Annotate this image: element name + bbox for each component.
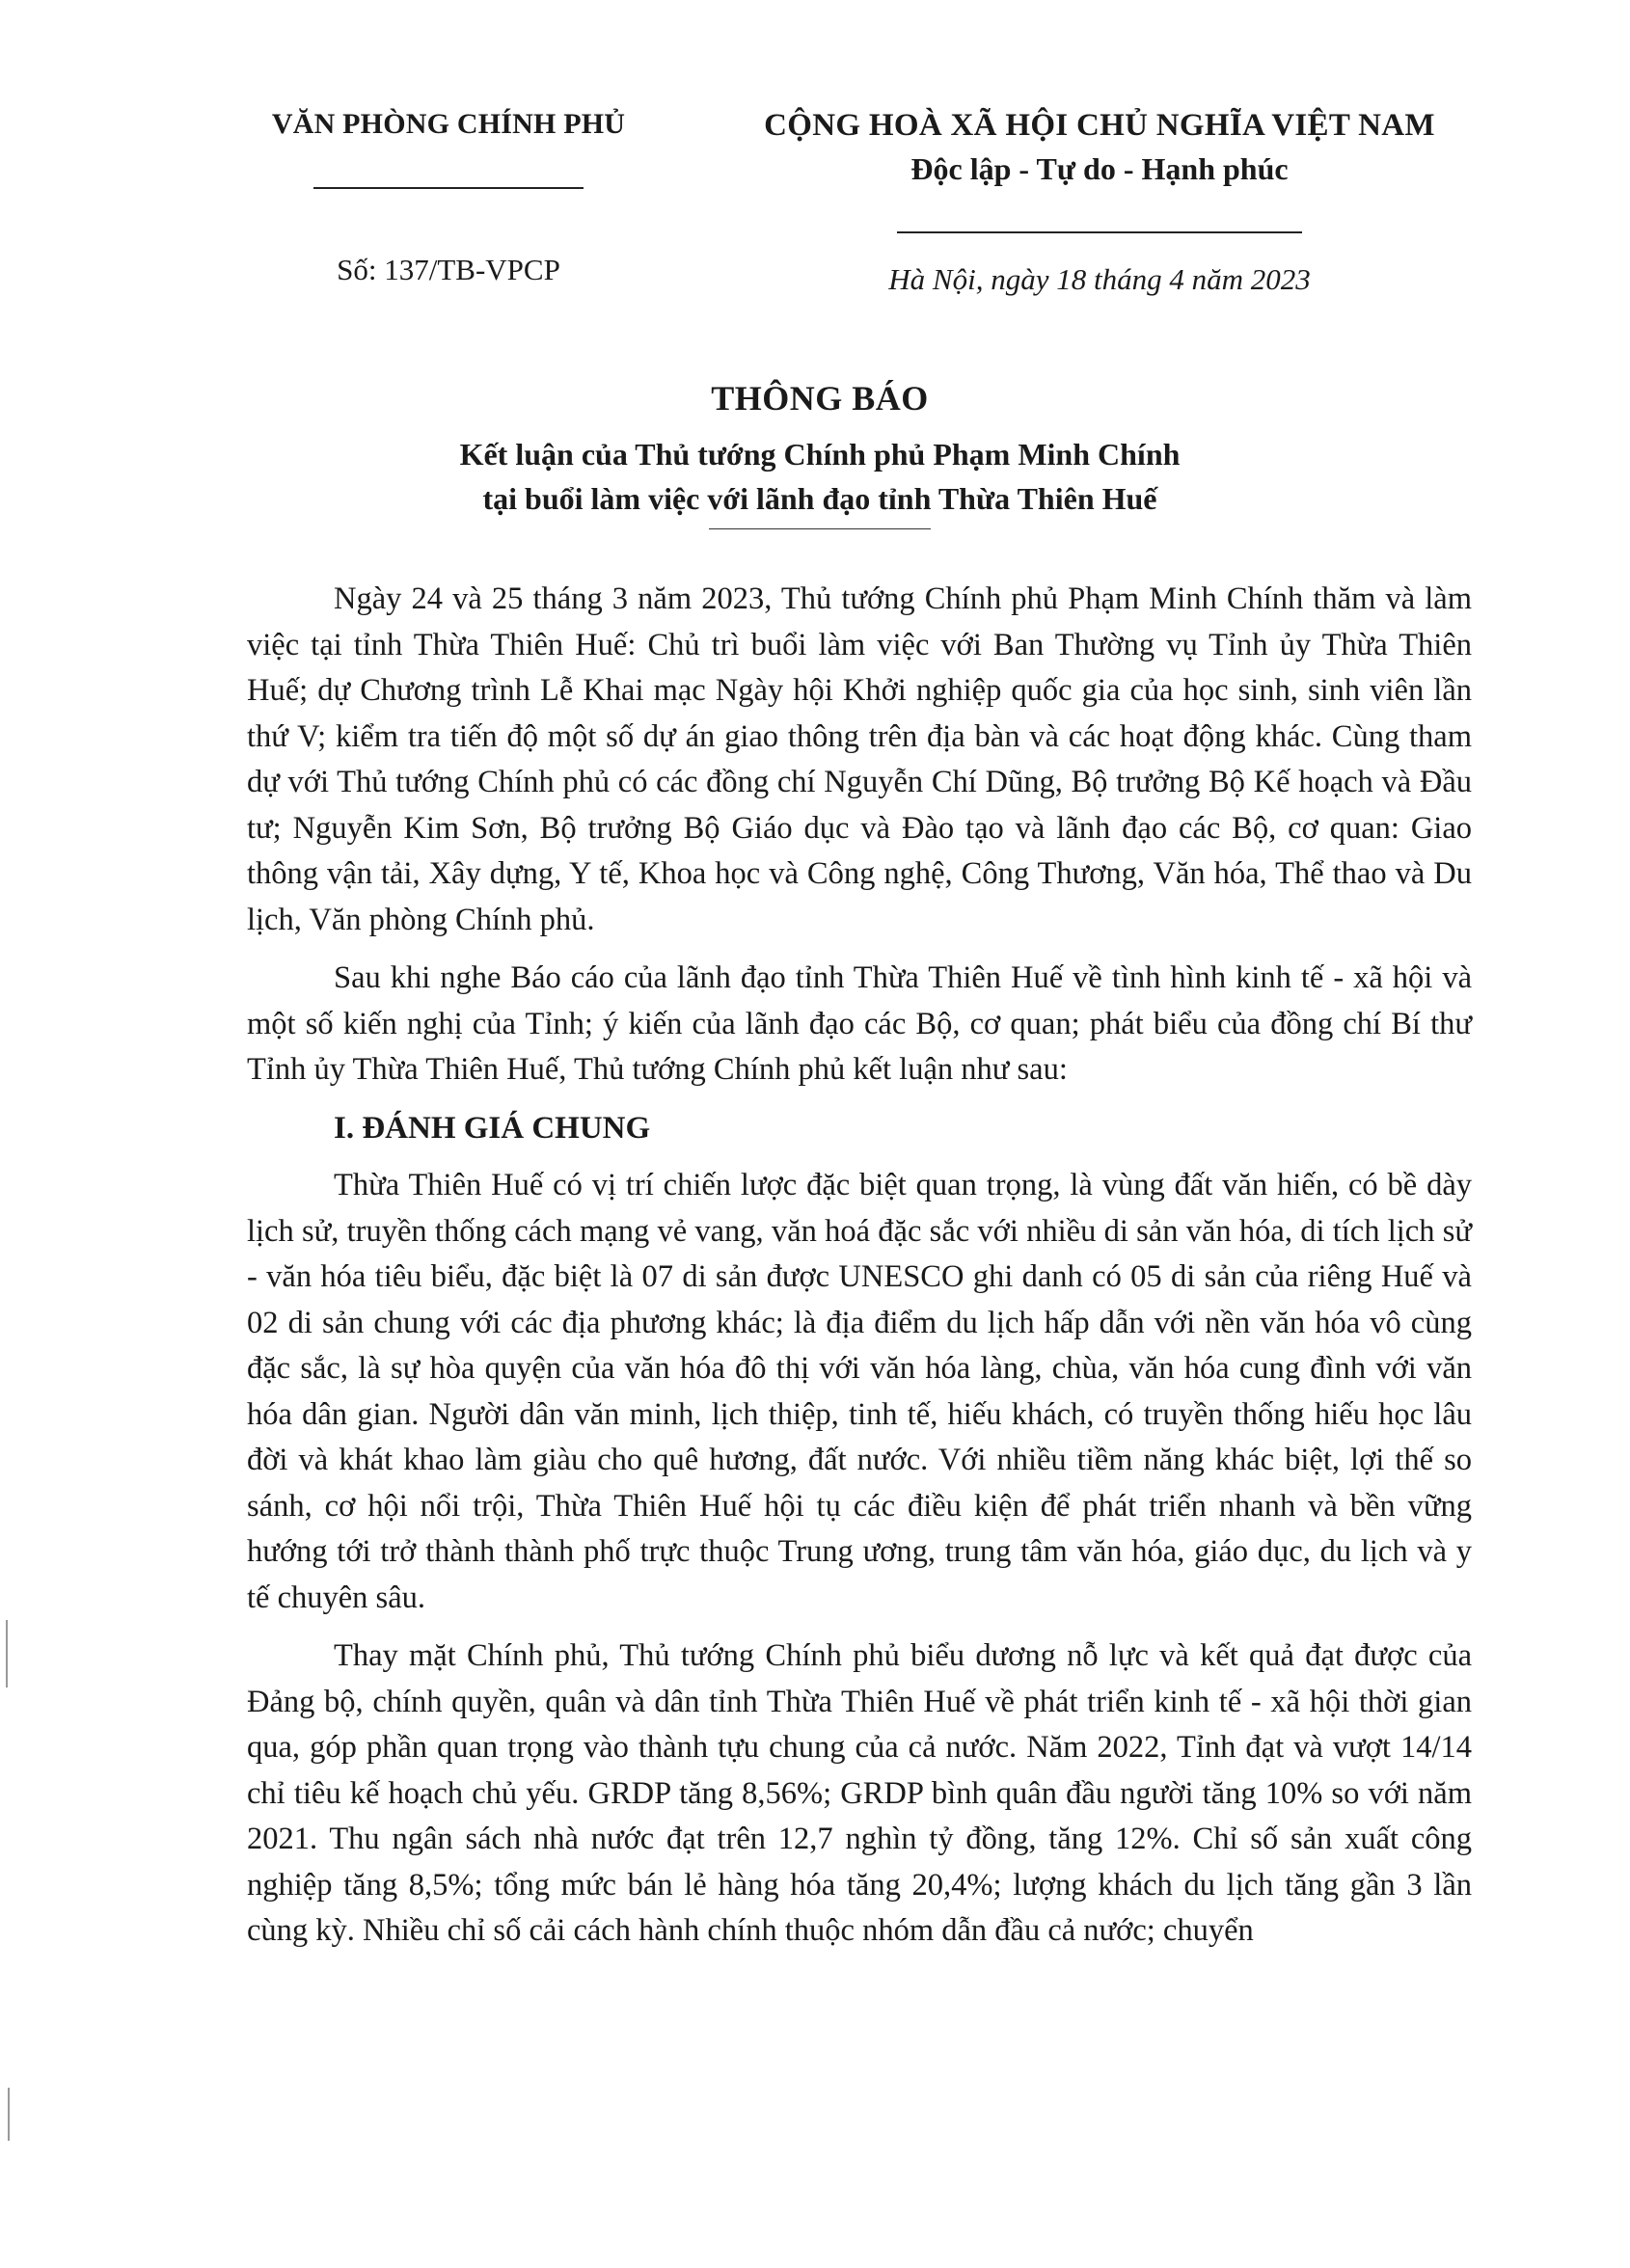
nation-name: CỘNG HOÀ XÃ HỘI CHỦ NGHĨA VIỆT NAM: [764, 108, 1435, 143]
title-underline: [709, 528, 931, 529]
paragraph-3: Thừa Thiên Huế có vị trí chiến lược đặc biệt quan trọng, là vùng đất văn hiến, có bề dày lịch sử, truyền thống cách mạng vẻ vang, văn hoá đặc sắc với nhiều di sản văn hóa, di tích lịch sử - văn hóa tiêu biểu, đặc biệt là 07 di sản được UNESCO ghi danh có 05 di sản của riêng Huế và 02 di sản chung với các địa phương khác; là địa điểm du lịch hấp dẫn với nền văn hóa vô cùng đặc sắc, là sự hòa quyện của văn hóa đô thị với văn hóa làng, chùa, văn hóa cung đình với văn hóa dân gian. Người dân văn minh, lịch thiệp, tinh tế, hiếu khách, có truyền thống hiếu học lâu đời và khát khao làm giàu cho quê hương, đất nước. Với nhiều tiềm năng khác biệt, lợi thế so sánh, cơ hội nổi trội, Thừa Thiên Huế hội tụ các điều kiện để phát triển nhanh và bền vững hướng tới trở thành thành phố trực thuộc Trung ương, trung tâm văn hóa, giáo dục, du lịch và y tế chuyên sâu.: [247, 1168, 1472, 1615]
place-date: Hà Nội, ngày 18 tháng 4 năm 2023: [888, 262, 1311, 296]
document-subtitle: [251, 432, 1389, 521]
national-motto: Độc lập - Tự do - Hạnh phúc: [910, 151, 1289, 186]
scan-margin-mark: [8, 2088, 10, 2141]
paragraph-2: Sau khi nghe Báo cáo của lãnh đạo tỉnh Thừa Thiên Huế về tình hình kinh tế - xã hội và một số kiến nghị của Tỉnh; ý kiến của lãnh đạo các Bộ, cơ quan; phát biểu của đồng chí Bí thư Tỉnh ủy Thừa Thiên Huế, Thủ tướng Chính phủ kết luận như sau:: [247, 960, 1472, 1087]
section-heading-1: I. ĐÁNH GIÁ CHUNG: [334, 1110, 651, 1146]
subtitle-line-1: Kết luận của Thủ tướng Chính phủ Phạm Minh Chính: [459, 437, 1181, 472]
paragraph-4: Thay mặt Chính phủ, Thủ tướng Chính phủ biểu dương nỗ lực và kết quả đạt được của Đảng bộ, chính quyền, quân và dân tỉnh Thừa Thiên Huế về phát triển kinh tế - xã hội thời gian qua, góp phần quan trọng vào thành tựu chung của cả nước. Năm 2022, Tỉnh đạt và vượt 14/14 chỉ tiêu kế hoạch chủ yếu. GRDP tăng 8,56%; GRDP bình quân đầu người tăng 10% so với năm 2021. Thu ngân sách nhà nước đạt trên 12,7 nghìn tỷ đồng, tăng 12%. Chỉ số sản xuất công nghiệp tăng 8,5%; tổng mức bán lẻ hàng hóa tăng 20,4%; lượng khách du lịch tăng gần 3 lần cùng kỳ. Nhiều chỉ số cải cách hành chính thuộc nhóm dẫn đầu cả nước; chuyển: [247, 1638, 1472, 1948]
subtitle-line-2: tại buổi làm việc với lãnh đạo tỉnh Thừa Thiên Huế: [482, 481, 1157, 516]
title-block: [251, 378, 1389, 529]
scan-margin-mark: [6, 1620, 8, 1688]
agency-name: VĂN PHÒNG CHÍNH PHỦ: [271, 108, 626, 140]
document-body: [247, 577, 1472, 1967]
national-header: [714, 108, 1485, 233]
agency-underline: [313, 187, 584, 189]
document-title: THÔNG BÁO: [711, 379, 929, 418]
motto-underline: [897, 231, 1302, 233]
agency-header: [246, 108, 651, 189]
document-number: Số: 137/TB-VPCP: [337, 253, 560, 286]
paragraph-1: Ngày 24 và 25 tháng 3 năm 2023, Thủ tướng Chính phủ Phạm Minh Chính thăm và làm việc tại tỉnh Thừa Thiên Huế: Chủ trì buổi làm việc với Ban Thường vụ Tỉnh ủy Thừa Thiên Huế; dự Chương trình Lễ Khai mạc Ngày hội Khởi nghiệp quốc gia của học sinh, sinh viên lần thứ V; kiểm tra tiến độ một số dự án giao thông trên địa bàn và các hoạt động khác. Cùng tham dự với Thủ tướng Chính phủ có các đồng chí Nguyễn Chí Dũng, Bộ trưởng Bộ Kế hoạch và Đầu tư; Nguyễn Kim Sơn, Bộ trưởng Bộ Giáo dục và Đào tạo và lãnh đạo các Bộ, cơ quan: Giao thông vận tải, Xây dựng, Y tế, Khoa học và Công nghệ, Công Thương, Văn hóa, Thể thao và Du lịch, Văn phòng Chính phủ.: [247, 581, 1472, 937]
